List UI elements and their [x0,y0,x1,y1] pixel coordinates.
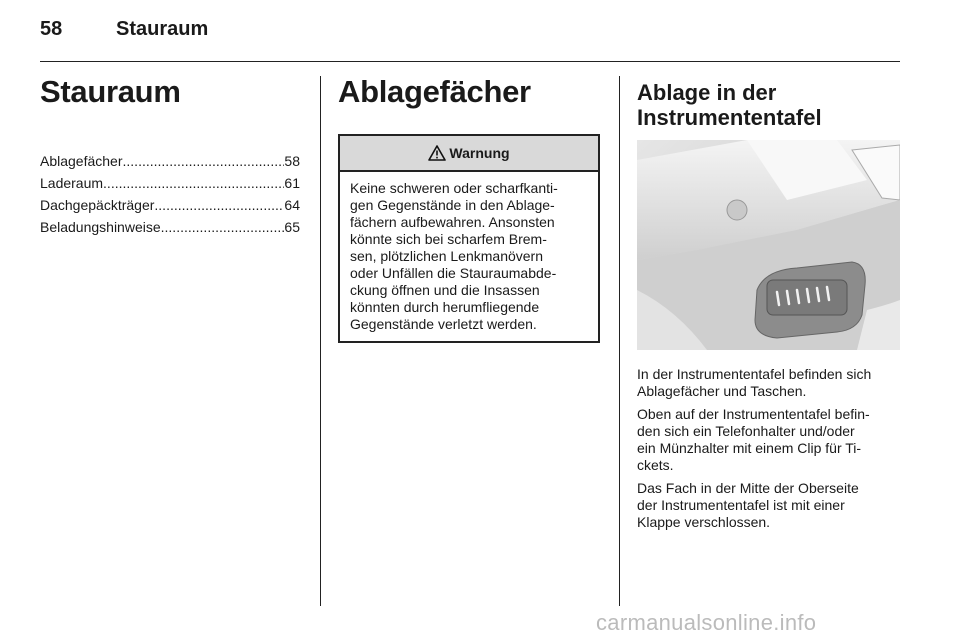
header-rule [40,61,900,62]
toc-entry[interactable] [40,194,300,216]
paragraph: Oben auf der Instrumententafel befin- den sich ein Telefonhalter und/oder ein Münzhalter mit einem Clip für Ti- ckets. [637,406,870,473]
warning-text [340,172,598,341]
warning-line: Keine schweren oder scharfkanti- [350,180,558,196]
warning-line: fächern aufbewahren. Ansonsten [350,214,555,230]
column-divider-1 [320,76,321,606]
warning-line: könnte sich bei scharfem Brem- [350,231,547,247]
warning-header [340,136,598,172]
column-divider-2 [619,76,620,606]
toc-label: Ablagefächer [40,153,123,169]
chapter-title: Stauraum [40,74,181,109]
toc-label: Dachgepäckträger [40,197,155,213]
table-of-contents [40,150,300,238]
dashboard-storage-photo [637,140,900,350]
warning-line: Gegenstände verletzt werden. [350,316,537,332]
watermark: carmanualsonline.info [596,610,817,635]
toc-page: 64 [284,197,300,213]
warning-triangle-icon [428,145,446,161]
section-heading: Ablagefächer [338,74,531,109]
toc-page: 58 [284,153,300,169]
column-storage [338,74,600,343]
warning-line: könnten durch herumfliegende [350,299,540,315]
paragraph: In der Instrumententafel befinden sich Ablagefächer und Taschen. [637,366,872,399]
paragraph: Das Fach in der Mitte der Oberseite der Instrumententafel ist mit einer Klappe verschlossen. [637,480,859,530]
warning-line: gen Gegenstände in den Ablage- [350,197,555,213]
warning-label: Warnung [449,145,510,161]
section-title: Stauraum [116,18,209,40]
toc-entry[interactable] [40,172,300,194]
toc-entry[interactable] [40,216,300,238]
section-heading: Ablage in der Instrumententafel [637,80,822,130]
toc-label: Laderaum [40,175,104,191]
warning-box [338,134,600,343]
warning-line: sen, plötzlichen Lenkmanövern [350,248,544,264]
column-toc [40,74,300,238]
column-dashboard [637,80,903,537]
toc-entry[interactable] [40,150,300,172]
page-number: 58 [40,18,63,40]
warning-line: oder Unfällen die Stauraumabde- [350,265,557,281]
warning-line: ckung öffnen und die Insassen [350,282,540,298]
toc-label: Beladungshinweise [40,219,161,235]
toc-page: 65 [284,219,300,235]
toc-page: 61 [284,175,300,191]
